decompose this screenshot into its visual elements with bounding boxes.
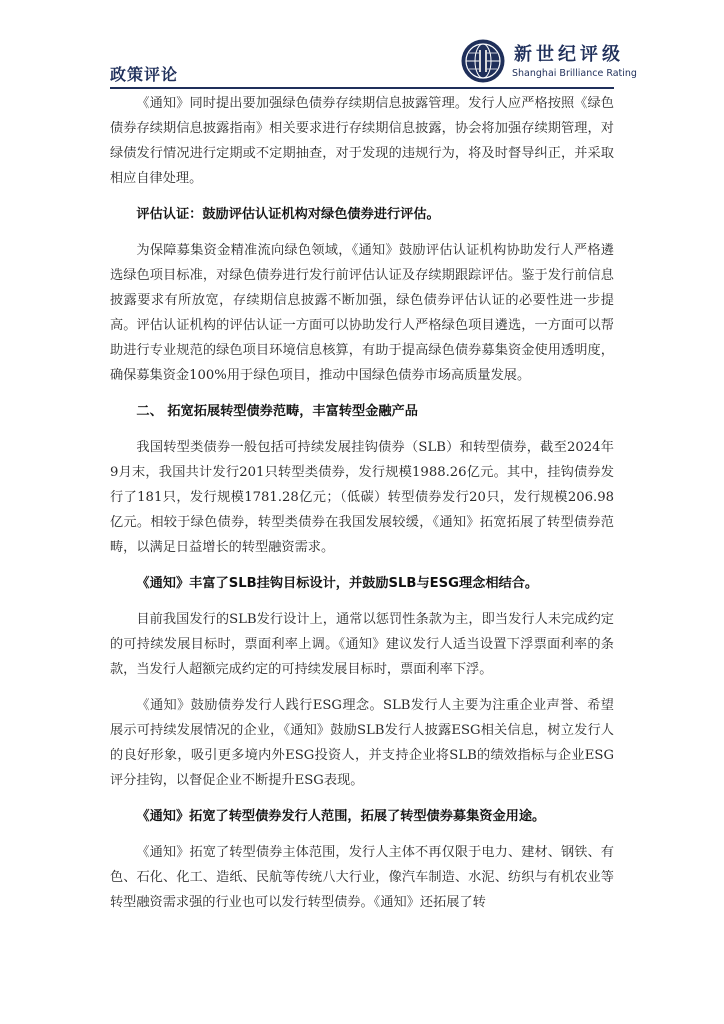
subheading-assessment-certification: 评估认证：鼓励评估认证机构对绿色债券进行评估。 xyxy=(136,207,440,222)
header-divider xyxy=(110,87,614,89)
brilliance-rating-globe-logo xyxy=(460,38,506,84)
article-body xyxy=(110,91,614,915)
paragraph-assessment: 为保障募集资金精准流向绿色领域，《通知》鼓励评估认证机构协助发行人严格遴选绿色项目标准，对绿色债券进行发行前评估认证及存续期跟踪评估。鉴于发行前信息披露要求有所放宽，存续期信息披露不断加强，绿色债券评估认证的必要性进一步提高。评估认证机构的评估认证一方面可以协助发行人严格绿色项目遴选，一方面可以帮助进行专业规范的绿色项目环境信息核算，有助于提高绿色债券募集资金使用透明度，确保募集资金100%用于绿色项目，推动中国绿色债券市场高质量发展。 xyxy=(110,243,614,383)
section-title: 政策评论 xyxy=(110,65,179,84)
subheading-slb-esg: 《通知》丰富了SLB挂钩目标设计，并鼓励SLB与ESG理念相结合。 xyxy=(136,576,539,591)
brand-english-name: Shanghai Brilliance Rating xyxy=(512,68,637,79)
paragraph-slb-design: 目前我国发行的SLB发行设计上，通常以惩罚性条款为主，即当发行人未完成约定的可持续发展目标时，票面利率上调。《通知》建议发行人适当设置下浮票面利率的条款，当发行人超额完成约定的可持续发展目标时，票面利率下浮。 xyxy=(110,612,614,677)
brand-chinese-name: 新世纪评级 xyxy=(514,44,624,65)
paragraph-issuer-scope: 《通知》拓宽了转型债券主体范围，发行人主体不再仅限于电力、建材、钢铁、有色、石化、化工、造纸、民航等传统八大行业，像汽车制造、水泥、纺织与有机农业等转型融资需求强的行业也可以发行转型债券。《通知》还拓展了转 xyxy=(110,845,614,910)
paragraph-esg: 《通知》鼓励债券发行人践行ESG理念。SLB发行人主要为注重企业声誉、希望展示可持续发展情况的企业，《通知》鼓励SLB发行人披露ESG相关信息，树立发行人的良好形象，吸引更多境内外ESG投资人，并支持企业将SLB的绩效指标与企业ESG评分挂钩，以督促企业不断提升ESG表现。 xyxy=(110,698,614,788)
subheading-issuer-scope: 《通知》拓宽了转型债券发行人范围，拓展了转型债券募集资金用途。 xyxy=(136,809,546,824)
paragraph-disclosure: 《通知》同时提出要加强绿色债券存续期信息披露管理。发行人应严格按照《绿色债券存续期信息披露指南》相关要求进行存续期信息披露，协会将加强存续期管理，对绿债发行情况进行定期或不定期抽查，对于发现的违规行为，将及时督导纠正，并采取相应自律处理。 xyxy=(110,96,614,186)
paragraph-transition-overview: 我国转型类债券一般包括可持续发展挂钩债券（SLB）和转型债券，截至2024年9月末，我国共计发行201只转型类债券，发行规模1988.26亿元。其中，挂钩债券发行了181只，发行规模1781.28亿元；（低碳）转型债券发行20只，发行规模206.98亿元。相较于绿色债券，转型类债券在我国发展较缓，《通知》拓宽拓展了转型债券范畴，以满足日益增长的转型融资需求。 xyxy=(110,440,614,555)
section-heading-transition-bonds: 二、 拓宽拓展转型债券范畴，丰富转型金融产品 xyxy=(136,404,418,419)
